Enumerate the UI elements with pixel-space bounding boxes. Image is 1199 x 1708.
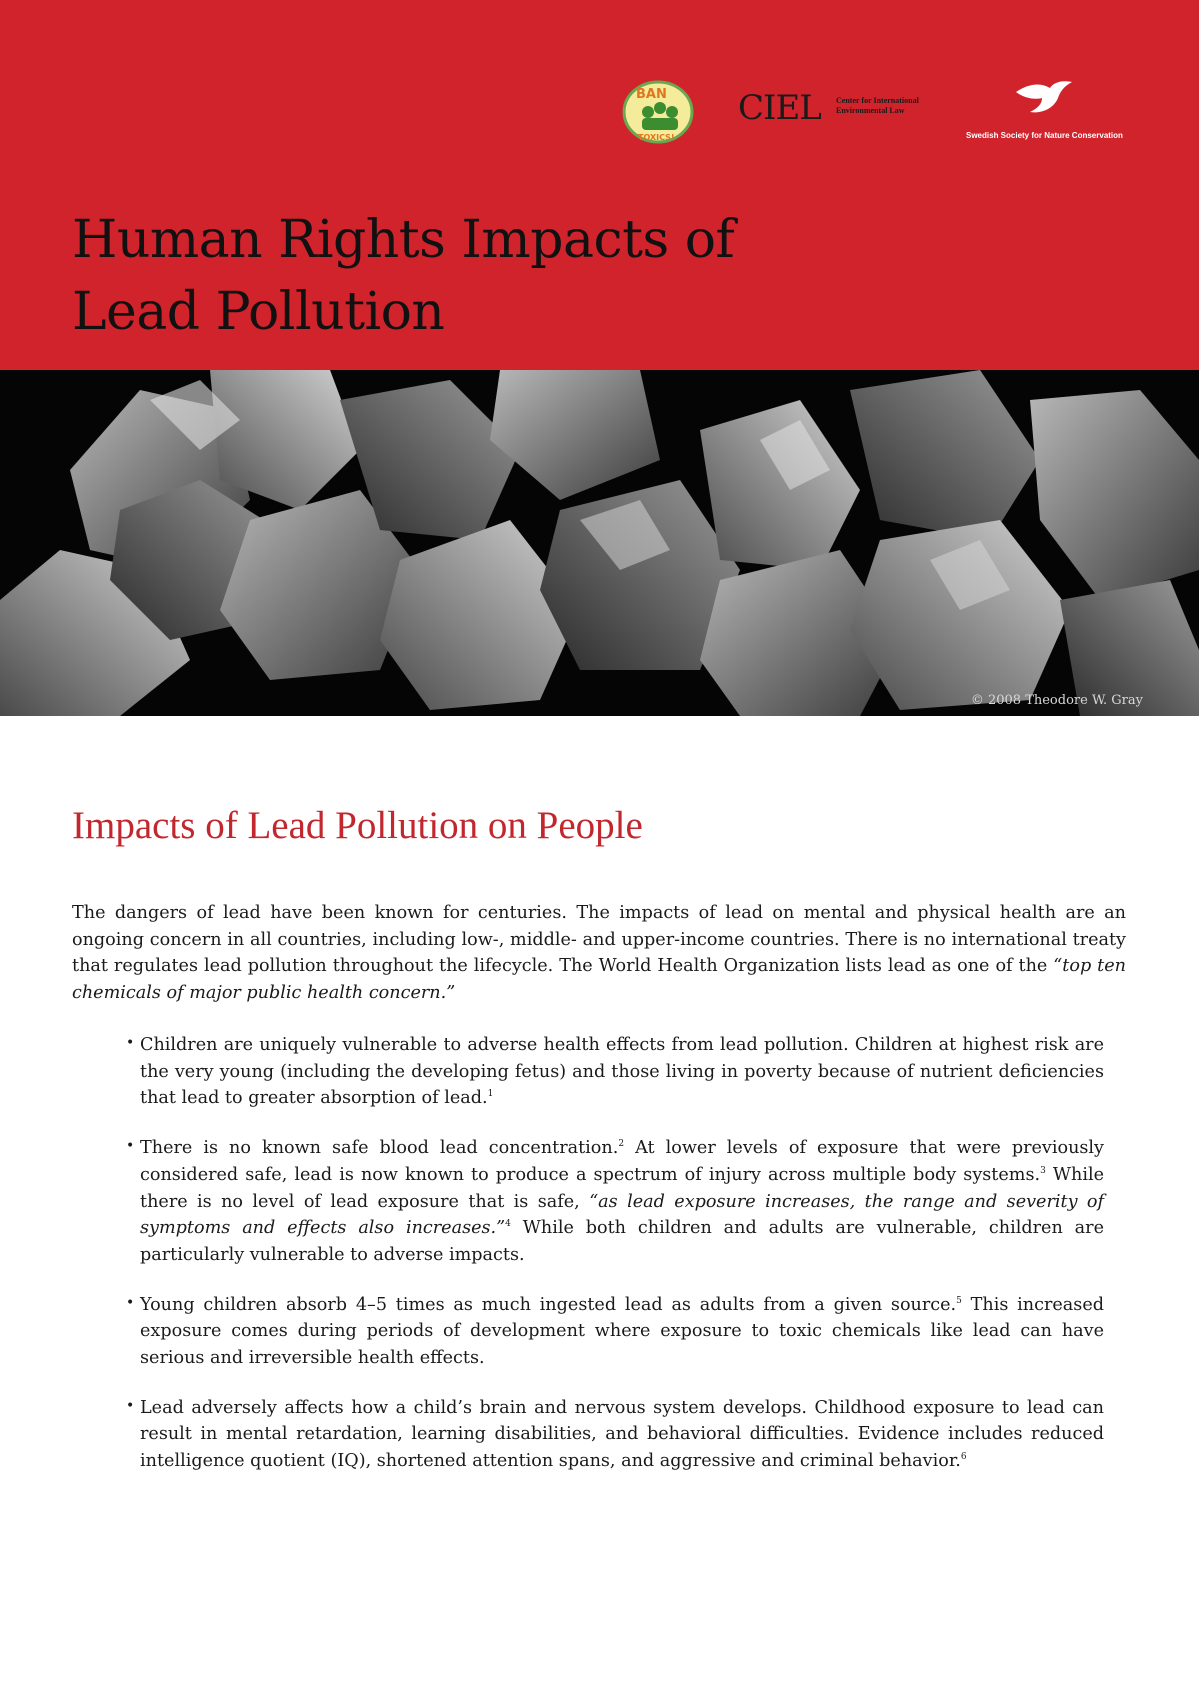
footnote-ref: 5 xyxy=(956,1295,962,1306)
bullet-icon: • xyxy=(126,1138,135,1155)
lead-crystals-photo xyxy=(0,370,1199,716)
svg-text:BAN: BAN xyxy=(636,87,667,102)
ciel-name: Center for International Environmental Law xyxy=(836,96,919,115)
footnote-ref: 4 xyxy=(505,1219,511,1230)
list-item: • Lead adversely affects how a child’s brain and nervous system develops. Childhood exposure to lead can result in mental retardation, learning disabilities, and behavioral difficulties. Evidence includes reduced intelligence quotient (IQ), shortened attention spans, and aggressive and criminal behavior.$^6$ xyxy=(126,1395,1104,1475)
ban-toxics-logo xyxy=(622,78,696,144)
list-item: • Children are uniquely vulnerable to adverse health effects from lead pollution. Children at highest risk are the very young (including the developing fetus) and those living in poverty because of nutrient deficiencies that lead to greater absorption of lead.$^1$ xyxy=(126,1032,1104,1112)
partner-logos xyxy=(0,78,1199,148)
crystal-image xyxy=(0,370,1199,716)
page-title: Human Rights Impacts of Lead Pollution xyxy=(72,210,735,342)
bullet-icon: • xyxy=(126,1294,135,1311)
footnote-ref: 3 xyxy=(1040,1165,1046,1176)
impacts-list xyxy=(126,1032,1104,1498)
bird-icon xyxy=(1014,78,1074,118)
section-heading: Impacts of Lead Pollution on People xyxy=(72,804,643,847)
bullet-icon: • xyxy=(126,1035,135,1051)
header-banner xyxy=(0,0,1199,370)
photo-credit: © 2008 Theodore W. Gray xyxy=(970,693,1143,708)
bullet-icon: • xyxy=(126,1397,135,1414)
footnote-ref: 6 xyxy=(960,1452,967,1463)
ciel-logo xyxy=(738,90,958,130)
intro-paragraph: The dangers of lead have been known for centuries. The impacts of lead on mental and physical health are an ongoing concern in all countries, including low-, middle- and upper-income countries. There is no international treaty that regulates lead pollution throughout the lifecycle. The World Health Organization lists lead as one of the “top ten chemicals of major public health concern.” xyxy=(72,903,1126,1004)
footnote-ref: 1 xyxy=(487,1089,494,1100)
svg-text:TOXICS!: TOXICS! xyxy=(638,133,675,142)
ssnc-logo xyxy=(966,78,1146,148)
ssnc-name: Swedish Society for Nature Conservation xyxy=(966,131,1123,140)
list-item: • There is no known safe blood lead concentration.$^2$ At lower levels of exposure that were previously considered safe, lead is now known to produce a spectrum of injury across multiple body systems.$^3$ While there is no level of lead exposure that is safe, “as lead exposure increases, the range and severity of symptoms and effects also increases.”$^4$ While both children and adults are vulnerable, children are particularly vulnerable to adverse impacts. xyxy=(126,1135,1104,1269)
list-item: • Young children absorb 4–5 times as much ingested lead as adults from a given source.$^5$ This increased exposure comes during periods of development where exposure to toxic chemicals like lead can have serious and irreversible health effects. xyxy=(126,1292,1104,1372)
ciel-mark: CIEL xyxy=(738,88,821,128)
footnote-ref: 2 xyxy=(618,1139,625,1150)
